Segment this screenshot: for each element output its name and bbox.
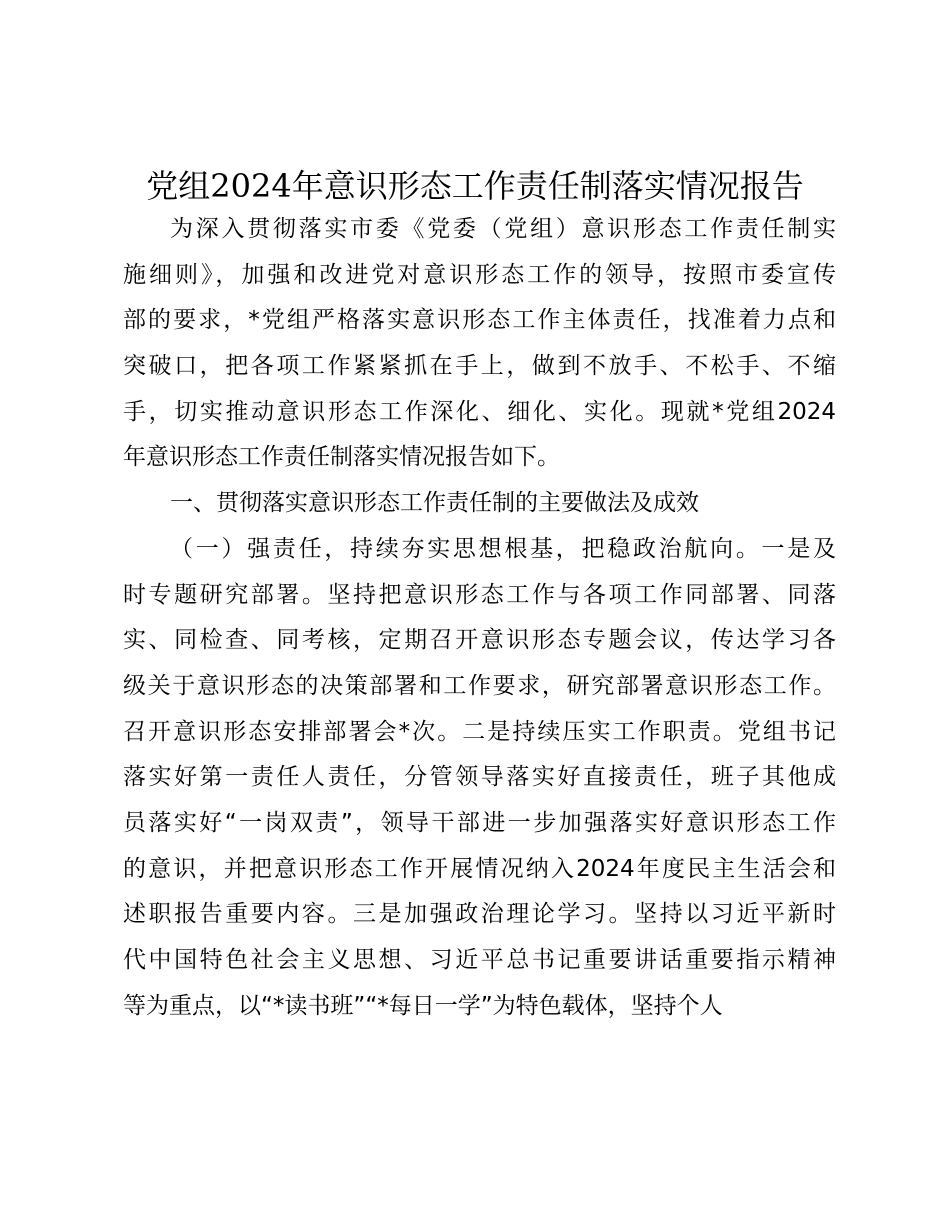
text-line: 等为重点，以“*读书班”“*每日一学”为特色载体，坚持个人 [123, 992, 723, 1019]
text-line: 实、同检查、同考核，定期召开意识形态专题会议，传达学习各 [123, 627, 836, 654]
text-line: 员落实好“一岗双责”，领导干部进一步加强落实好意识形态工作 [123, 809, 836, 836]
paragraph-intro [123, 207, 836, 481]
section-heading [123, 481, 836, 527]
text-line: 突破口，把各项工作紧紧抓在手上，做到不放手、不松手、不缩 [123, 353, 836, 380]
text-line: 的意识，并把意识形态工作开展情况纳入2024年度民主生活会和 [123, 855, 836, 882]
text-line: 时专题研究部署。坚持把意识形态工作与各项工作同部署、同落 [123, 581, 836, 608]
text-line: 代中国特色社会主义思想、习近平总书记重要讲话重要指示精神 [123, 947, 836, 973]
text-line: 一、贯彻落实意识形态工作责任制的主要做法及成效 [170, 490, 699, 517]
text-line: 施细则》，加强和改进党对意识形态工作的领导，按照市委宣传 [123, 261, 836, 288]
text-line: 落实好第一责任人责任，分管领导落实好直接责任，班子其他成 [123, 764, 836, 791]
text-line: 召开意识形态安排部署会*次。二是持续压实工作职责。党组书记 [123, 718, 836, 745]
text-line: 述职报告重要内容。三是加强政治理论学习。坚持以习近平新时 [123, 901, 836, 928]
text-line: （一）强责任，持续夯实思想根基，把稳政治航向。一是及 [170, 535, 836, 562]
text-line: 级关于意识形态的决策部署和工作要求，研究部署意识形态工作。 [123, 672, 836, 699]
text-line: 部的要求，*党组严格落实意识形态工作主体责任，找准着力点和 [123, 307, 836, 334]
text-line: 为深入贯彻落实市委《党委（党组）意识形态工作责任制实 [170, 216, 836, 242]
text-line: 手，切实推动意识形态工作深化、细化、实化。现就*党组2024 [123, 398, 836, 425]
text-line: 年意识形态工作责任制落实情况报告如下。 [123, 444, 560, 471]
document-body [123, 207, 836, 1029]
document-title: 党组2024年意识形态工作责任制落实情况报告 [146, 167, 804, 205]
paragraph-responsibility [123, 527, 836, 1030]
